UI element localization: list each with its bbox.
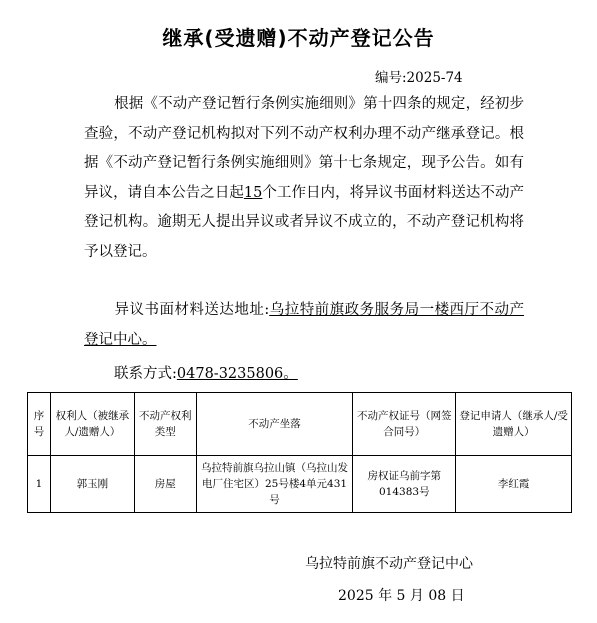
table-row bbox=[28, 456, 572, 513]
header-right-holder: 权利人（被继承人/遗赠人） bbox=[50, 393, 134, 456]
cell-applicant: 李红霞 bbox=[456, 456, 572, 513]
announcement-paragraph bbox=[84, 90, 524, 267]
page-title: 继承(受遗赠)不动产登记公告 bbox=[162, 26, 435, 50]
contact-phone: 0478-3235806。 bbox=[176, 366, 298, 382]
issuing-organization: 乌拉特前旗不动产登记中心 bbox=[305, 556, 473, 572]
table-header-row bbox=[28, 393, 572, 456]
cell-right-holder: 郭玉刚 bbox=[50, 456, 134, 513]
cell-location: 乌拉特前旗乌拉山镇（乌拉山发电厂住宅区）25号楼4单元431号 bbox=[196, 456, 353, 513]
contact-paragraph bbox=[84, 360, 524, 390]
objection-days: 15 bbox=[243, 184, 263, 201]
header-applicant: 登记申请人（继承人/受遗赠人） bbox=[456, 393, 572, 456]
header-index: 序号 bbox=[28, 393, 51, 456]
cell-certificate-number: 房权证乌前字第014383号 bbox=[353, 456, 456, 513]
issue-date: 2025 年 5 月 08 日 bbox=[338, 588, 465, 604]
cell-index: 1 bbox=[28, 456, 51, 513]
paragraph-text-before: 根据《不动产登记暂行条例实施细则》第十四条的规定，经初步查验，不动产登记机构拟对下列不动产权利办理不动产继承登记。根据《不动产登记暂行条例实施细则》第十七条规定，现予公告。如有异议，请自本公告之日起 bbox=[84, 96, 524, 201]
header-location: 不动产坐落 bbox=[196, 393, 353, 456]
address-label: 异议书面材料送达地址: bbox=[114, 302, 270, 318]
paragraph-text-after: 个工作日内，将异议书面材料送达不动产登记机构。逾期无人提出异议或者异议不成立的，不动产登记机构将予以登记。 bbox=[84, 184, 525, 260]
header-right-type: 不动产权利类型 bbox=[134, 393, 196, 456]
cell-right-type: 房屋 bbox=[134, 456, 196, 513]
address-paragraph bbox=[84, 296, 524, 355]
address-value: 乌拉特前旗政务服务局一楼西厅不动产登记中心。 bbox=[84, 302, 524, 348]
contact-label: 联系方式: bbox=[114, 366, 177, 382]
property-table bbox=[27, 392, 572, 513]
document-number: 编号:2025-74 bbox=[375, 70, 463, 86]
header-certificate-number: 不动产权证号（网签合同号） bbox=[353, 393, 456, 456]
